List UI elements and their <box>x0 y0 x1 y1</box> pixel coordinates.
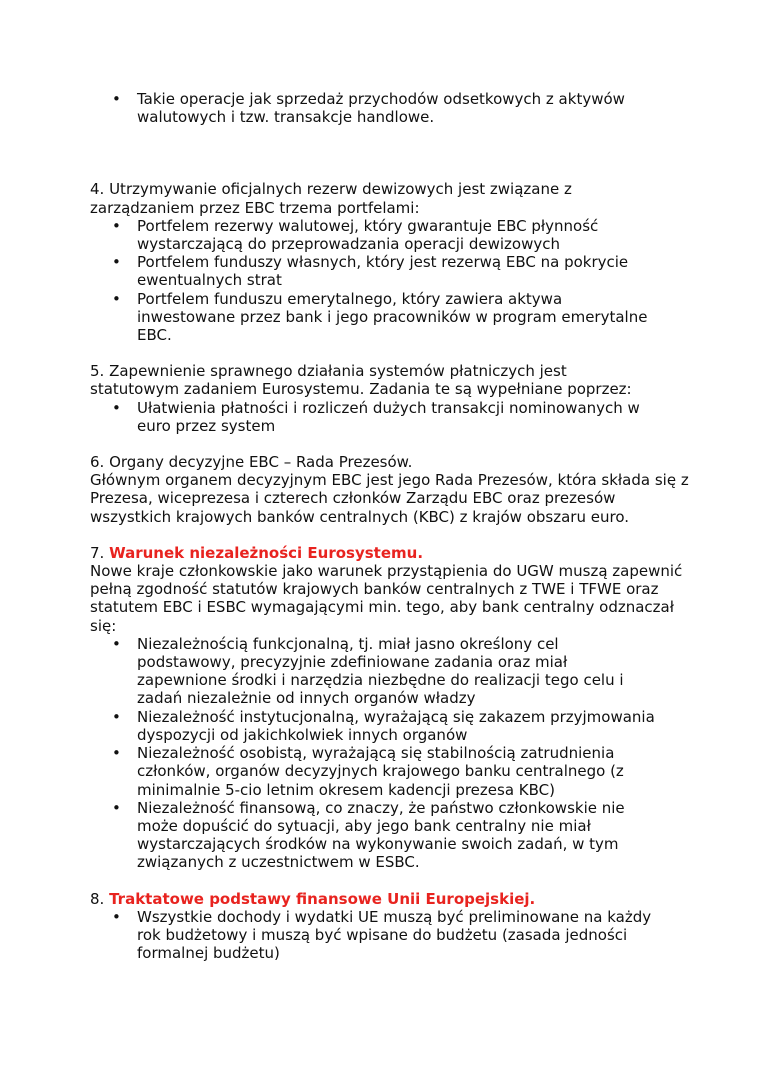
section-8-title: Traktatowe podstawy finansowe Unii Europejskiej. <box>109 889 536 908</box>
section-7-title: Warunek niezależności Eurosystemu. <box>109 543 424 562</box>
list-item: • Takie operacje jak sprzedaż przychodów odsetkowych z aktywów walutowych i tzw. transakcje handlowe. <box>90 90 690 126</box>
list-item: • Wszystkie dochody i wydatki UE muszą być preliminowane na każdy rok budżetowy i muszą być wpisane do budżetu (zasada jedności formalnej budżetu) <box>90 908 690 963</box>
list-item: • Niezależnością funkcjonalną, tj. miał jasno określony cel podstawowy, precyzyjnie zdefiniowane zadania oraz miał zapewnione środki i narzędzia niezbędne do realizacji tego celu i zadań niezależnie od innych organów władzy <box>90 635 690 708</box>
section-7-number: 7. <box>90 543 105 562</box>
list-item: • Niezależność instytucjonalną, wyrażającą się zakazem przyjmowania dyspozycji od jakichkolwiek innych organów <box>90 708 690 744</box>
section-7-bullets <box>90 635 690 872</box>
list-item: • Niezależność osobistą, wyrażającą się stabilnością zatrudnienia członków, organów decyzyjnych krajowego banku centralnego (z minimalnie 5-cio letnim okresem kadencji prezesa KBC) <box>90 744 690 799</box>
list-item: • Niezależność finansową, co znaczy, że państwo członkowskie nie może dopuścić do sytuacji, aby jego bank centralny nie miał wystarczających środków na wykonywanie swoich zadań, w tym związanych z uczestnictwem w ESBC. <box>90 799 690 872</box>
list-item: • Portfelem funduszy własnych, który jest rezerwą EBC na pokrycie ewentualnych strat <box>90 253 690 289</box>
section-6-heading: 6. Organy decyzyjne EBC – Rada Prezesów. <box>90 453 413 472</box>
section-6-body: Głównym organem decyzyjnym EBC jest jego Rada Prezesów, która składa się z Prezesa, wiceprezesa i czterech członków Zarządu EBC oraz prezesów wszystkich krajowych banków centralnych (KBC) z krajów obszaru euro. <box>90 471 689 526</box>
section-4-bullets <box>90 217 690 344</box>
section-7-body: Nowe kraje członkowskie jako warunek przystąpienia do UGW muszą zapewnić pełną zgodność statutów krajowych banków centralnych z TWE i TFWE oraz statutem EBC i ESBC wymagającymi min. tego, aby bank centralny odznaczał się: <box>90 562 683 635</box>
section-8-bullets <box>90 908 690 963</box>
section-8-number: 8. <box>90 889 105 908</box>
section-8-heading <box>90 890 690 908</box>
list-item: • Portfelem funduszu emerytalnego, który zawiera aktywa inwestowane przez bank i jego pracowników w program emerytalne EBC. <box>90 290 690 345</box>
list-item: • Ułatwienia płatności i rozliczeń dużych transakcji nominowanych w euro przez system <box>90 399 690 435</box>
section-7-heading <box>90 544 690 562</box>
document-page <box>90 90 690 962</box>
section-5-intro: 5. Zapewnienie sprawnego działania systemów płatniczych jest statutowym zadaniem Eurosystemu. Zadania te są wypełniane poprzez: <box>90 362 632 399</box>
list-item: • Portfelem rezerwy walutowej, który gwarantuje EBC płynność wystarczającą do przeprowadzania operacji dewizowych <box>90 217 690 253</box>
section-5-bullets <box>90 399 690 435</box>
top-bullet-list <box>90 90 690 126</box>
section-4-intro: 4. Utrzymywanie oficjalnych rezerw dewizowych jest związane z zarządzaniem przez EBC trzema portfelami: <box>90 180 572 217</box>
